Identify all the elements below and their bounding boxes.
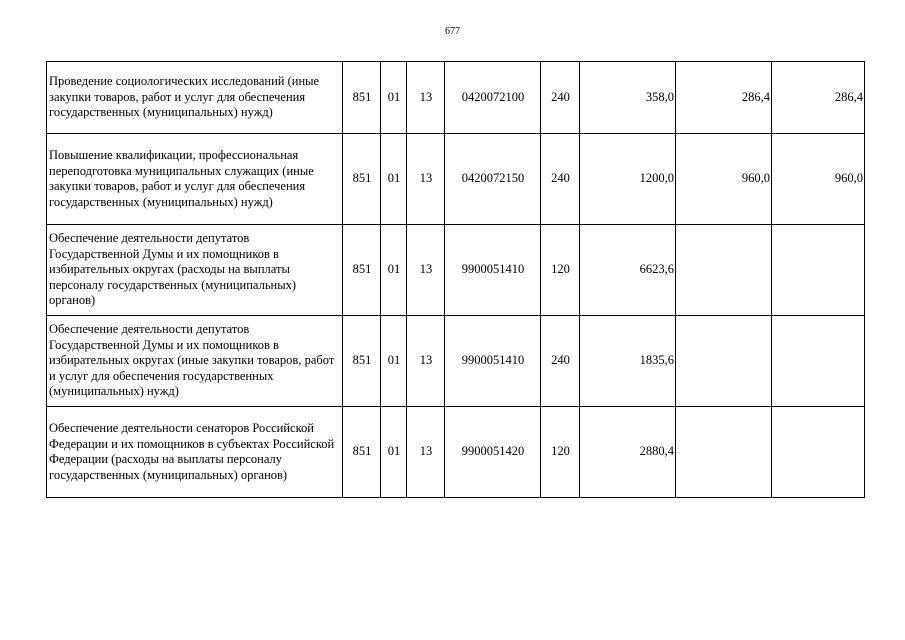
amount-year-3: 960,0 [772,134,865,225]
ministry-code: 851 [343,407,381,498]
expense-type-code: 240 [541,134,580,225]
row-description: Проведение социологических исследований (иные закупки товаров, работ и услуг для обеспечения государственных (муниципальных) нужд) [47,62,343,134]
expense-type-code: 240 [541,62,580,134]
table-row [47,62,865,134]
page-number: 677 [445,26,460,37]
row-description: Обеспечение деятельности депутатов Государственной Думы и их помощников в избирательных округах (расходы на выплаты персоналу государственных (муниципальных) органов) [47,225,343,316]
amount-year-3: 286,4 [772,62,865,134]
subsection-code: 13 [407,225,445,316]
section-code: 01 [381,62,407,134]
amount-year-2: 286,4 [676,62,772,134]
section-code: 01 [381,225,407,316]
table-row [47,225,865,316]
target-article-code: 9900051420 [445,407,541,498]
table-row [47,316,865,407]
subsection-code: 13 [407,134,445,225]
row-description: Повышение квалификации, профессиональная переподготовка муниципальных служащих (иные закупки товаров, работ и услуг для обеспечения государственных (муниципальных) нужд) [47,134,343,225]
target-article-code: 0420072150 [445,134,541,225]
amount-year-1: 1200,0 [580,134,676,225]
ministry-code: 851 [343,316,381,407]
ministry-code: 851 [343,62,381,134]
subsection-code: 13 [407,407,445,498]
amount-year-1: 6623,6 [580,225,676,316]
row-description: Обеспечение деятельности депутатов Государственной Думы и их помощников в избирательных округах (иные закупки товаров, работ и услуг для обеспечения государственных (муниципальных) нужд) [47,316,343,407]
amount-year-1: 2880,4 [580,407,676,498]
target-article-code: 9900051410 [445,316,541,407]
amount-year-2: 960,0 [676,134,772,225]
ministry-code: 851 [343,225,381,316]
amount-year-3 [772,225,865,316]
target-article-code: 0420072100 [445,62,541,134]
row-description: Обеспечение деятельности сенаторов Российской Федерации и их помощников в субъектах Российской Федерации (расходы на выплаты персоналу государственных (муниципальных) органов) [47,407,343,498]
amount-year-1: 358,0 [580,62,676,134]
section-code: 01 [381,316,407,407]
expense-type-code: 240 [541,316,580,407]
subsection-code: 13 [407,316,445,407]
amount-year-3 [772,316,865,407]
expense-type-code: 120 [541,407,580,498]
amount-year-2 [676,316,772,407]
ministry-code: 851 [343,134,381,225]
expense-type-code: 120 [541,225,580,316]
table-row [47,407,865,498]
section-code: 01 [381,407,407,498]
budget-table [46,61,865,498]
section-code: 01 [381,134,407,225]
amount-year-2 [676,407,772,498]
amount-year-2 [676,225,772,316]
amount-year-3 [772,407,865,498]
subsection-code: 13 [407,62,445,134]
amount-year-1: 1835,6 [580,316,676,407]
target-article-code: 9900051410 [445,225,541,316]
table-row [47,134,865,225]
